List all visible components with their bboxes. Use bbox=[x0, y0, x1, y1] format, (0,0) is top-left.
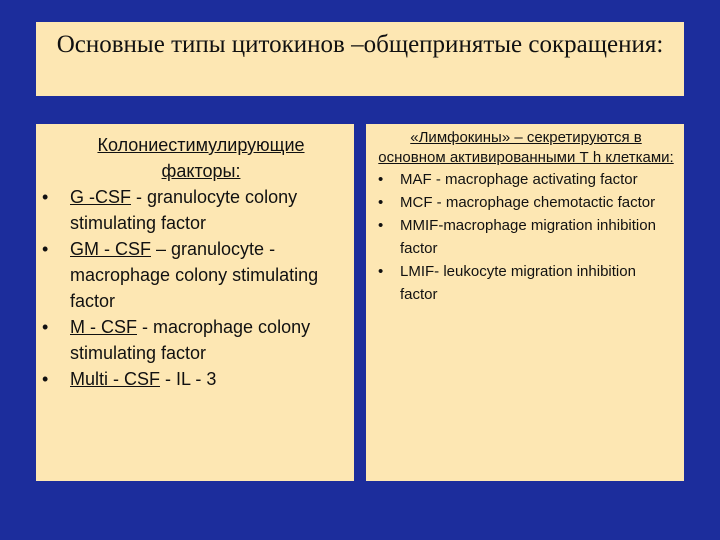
bullet-icon: • bbox=[378, 171, 384, 188]
list-item bbox=[366, 214, 684, 260]
list-item bbox=[36, 184, 354, 236]
item-abbr: G -CSF bbox=[70, 187, 131, 207]
item-text: - IL - 3 bbox=[160, 369, 217, 389]
title-panel bbox=[36, 22, 684, 96]
item-abbr: M - CSF bbox=[70, 317, 137, 337]
bullet-icon: • bbox=[378, 217, 384, 234]
item-text: - macrophage colony stimulating factor bbox=[70, 317, 311, 363]
csf-list bbox=[36, 184, 354, 392]
list-item bbox=[36, 236, 354, 314]
item-text: MCF - macrophage chemotactic factor bbox=[400, 194, 656, 211]
bullet-icon: • bbox=[42, 187, 49, 207]
lymphokine-list bbox=[366, 168, 684, 306]
bullet-icon: • bbox=[42, 369, 49, 389]
list-item bbox=[36, 314, 354, 366]
item-text: MMIF-macrophage migration inhibition factor bbox=[400, 217, 656, 257]
right-column-heading: «Лимфокины» – секретируются в основном активированными Т h клетками: bbox=[378, 129, 674, 166]
item-text: LMIF- leukocyte migration inhibition factor bbox=[400, 263, 636, 303]
list-item bbox=[366, 191, 684, 214]
left-column bbox=[36, 124, 354, 481]
slide-title: Основные типы цитокинов –общепринятые сокращения: bbox=[56, 31, 664, 58]
item-text: - granulocyte colony stimulating factor bbox=[70, 187, 298, 233]
bullet-icon: • bbox=[378, 263, 384, 280]
list-item bbox=[366, 168, 684, 191]
item-text: – granulocyte - macrophage colony stimulating factor bbox=[70, 239, 319, 311]
bullet-icon: • bbox=[42, 239, 49, 259]
bullet-icon: • bbox=[378, 194, 384, 211]
item-abbr: Multi - CSF bbox=[70, 369, 160, 389]
list-item bbox=[36, 366, 354, 392]
list-item bbox=[366, 260, 684, 306]
bullet-icon: • bbox=[42, 317, 49, 337]
item-text: MAF - macrophage activating factor bbox=[400, 171, 638, 188]
left-column-heading: Колониестимулирующие факторы: bbox=[97, 135, 305, 181]
item-abbr: GM - CSF bbox=[70, 239, 151, 259]
right-column bbox=[366, 124, 684, 481]
